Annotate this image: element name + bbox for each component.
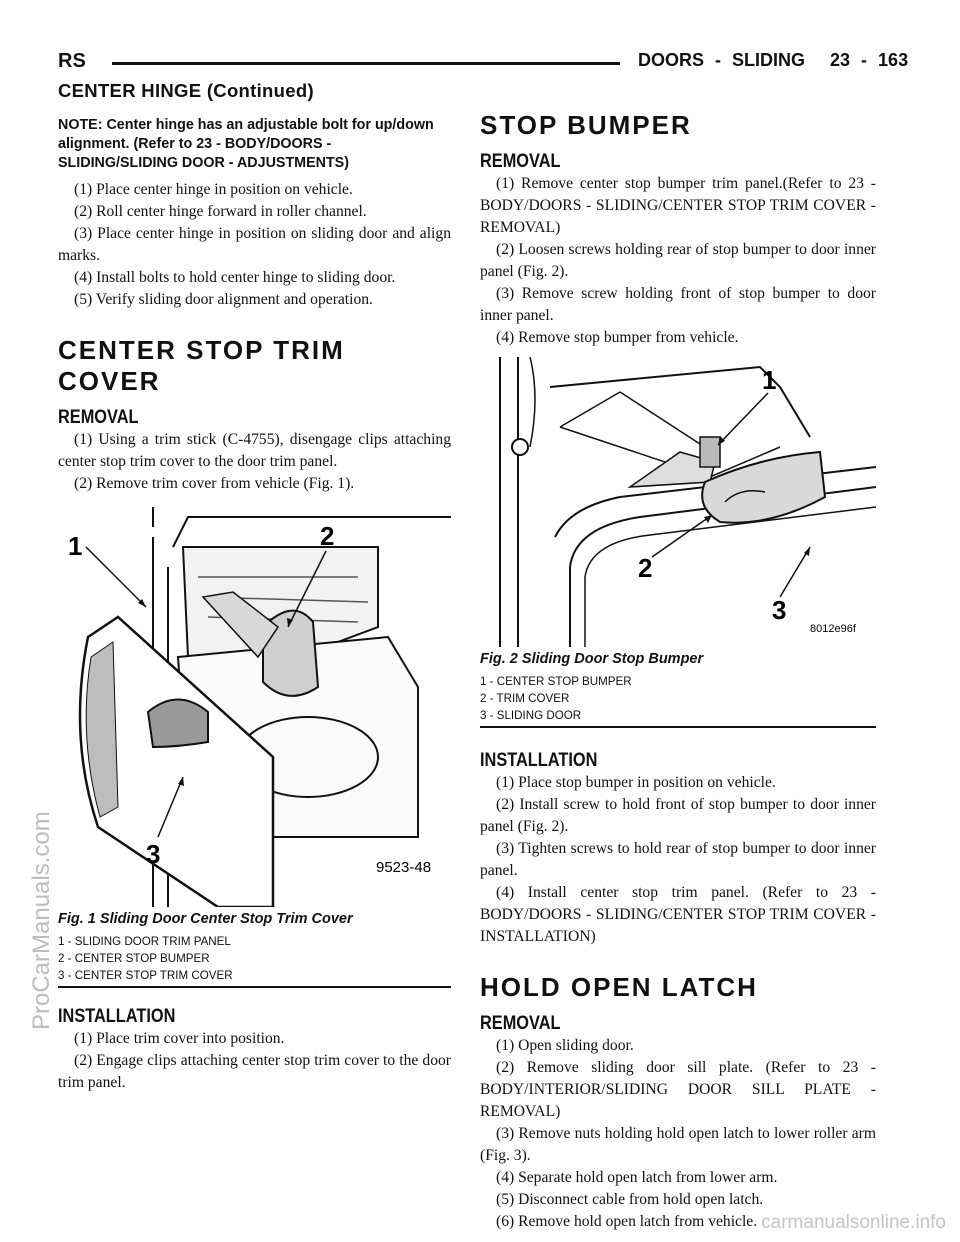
figure-key-item: 1 - SLIDING DOOR TRIM PANEL: [58, 935, 231, 948]
latch-removal-step: (3) Remove nuts holding hold open latch to lower roller arm (Fig. 3).: [480, 1125, 876, 1164]
subheading-installation: INSTALLATION: [480, 750, 598, 771]
figure-rule: [58, 986, 451, 988]
hinge-step: (2) Roll center hinge forward in roller channel.: [74, 203, 367, 220]
hinge-step: (1) Place center hinge in position on vehicle.: [74, 181, 353, 198]
bumper-removal-step: (1) Remove center stop bumper trim panel.(Refer to 23 - BODY/DOORS - SLIDING/CENTER STOP TRIM COVER - REMOVAL): [480, 175, 876, 236]
figure-1: [58, 507, 451, 988]
continued-title: CENTER HINGE (Continued): [58, 80, 314, 101]
section-title-hold-open-latch: HOLD OPEN LATCH: [480, 972, 758, 1002]
figure-key-item: 1 - CENTER STOP BUMPER: [480, 675, 632, 688]
bumper-install-step: (4) Install center stop trim panel. (Refer to 23 - BODY/DOORS - SLIDING/CENTER STOP TRIM COVER - INSTALLATION): [480, 884, 876, 945]
subheading-removal: REMOVAL: [480, 151, 561, 172]
callout-1: 1: [762, 365, 777, 395]
bumper-removal-step: (3) Remove screw holding front of stop bumper to door inner panel.: [480, 285, 876, 324]
bumper-removal-step: (2) Loosen screws holding rear of stop bumper to door inner panel (Fig. 2).: [480, 241, 876, 280]
bumper-install-step: (2) Install screw to hold front of stop bumper to door inner panel (Fig. 2).: [480, 796, 876, 835]
figure-code: 8012e96f: [810, 623, 856, 635]
figure-title: Fig. 1 Sliding Door Center Stop Trim Cover: [58, 911, 353, 927]
section-title-stop-bumper: STOP BUMPER: [480, 110, 692, 140]
header-rule: [112, 62, 620, 65]
subheading-installation: INSTALLATION: [58, 1006, 176, 1027]
figure-title: Fig. 2 Sliding Door Stop Bumper: [480, 651, 704, 667]
trim-install-step: (1) Place trim cover into position.: [74, 1030, 285, 1047]
figure-key-item: 2 - CENTER STOP BUMPER: [58, 952, 210, 965]
page-number: 23 - 163: [830, 50, 909, 70]
trim-install-step: (2) Engage clips attaching center stop trim cover to the door trim panel.: [58, 1052, 451, 1091]
figure-key-item: 3 - CENTER STOP TRIM COVER: [58, 969, 233, 982]
callout-3: 3: [146, 839, 161, 869]
subheading-removal: REMOVAL: [480, 1013, 561, 1034]
footer-watermark: carmanualsonline.info: [761, 1212, 946, 1233]
figure-code: 9523-48: [376, 859, 432, 876]
hinge-step: (5) Verify sliding door alignment and operation.: [74, 291, 373, 308]
figure-2: [480, 357, 876, 728]
latch-removal-step: (6) Remove hold open latch from vehicle.: [496, 1213, 758, 1230]
hinge-step: (3) Place center hinge in position on sliding door and align marks.: [58, 225, 451, 264]
left-column: [58, 112, 451, 1094]
bumper-removal-step: (4) Remove stop bumper from vehicle.: [496, 329, 739, 346]
figure-1-illustration: [58, 507, 451, 907]
figure-rule: [480, 726, 876, 728]
trim-removal-step: (1) Using a trim stick (C-4755), disengage clips attaching center stop trim cover to the door trim panel.: [58, 431, 451, 470]
latch-removal-step: (2) Remove sliding door sill plate. (Refer to 23 - BODY/INTERIOR/SLIDING DOOR SILL PLATE - REMOVAL): [480, 1059, 876, 1120]
side-watermark: [0, 0, 60, 1242]
figure-key-item: 2 - TRIM COVER: [480, 692, 570, 705]
page-header-right: [638, 50, 908, 71]
callout-3: 3: [772, 595, 787, 625]
trim-removal-step: (2) Remove trim cover from vehicle (Fig. 1).: [74, 475, 355, 492]
callout-2: 2: [320, 521, 335, 551]
figure-2-illustration: [480, 357, 876, 647]
section-name: DOORS - SLIDING: [638, 50, 806, 70]
watermark-text: ProCarManuals.com: [28, 811, 55, 1030]
subheading-removal: REMOVAL: [58, 407, 139, 428]
latch-removal-step: (1) Open sliding door.: [496, 1037, 634, 1054]
note: NOTE: Center hinge has an adjustable bolt for up/down alignment. (Refer to 23 - BODY/DOORS - SLIDING/SLIDING DOOR - ADJUSTMENTS): [58, 117, 434, 171]
page-header-left: RS: [58, 50, 86, 72]
latch-removal-step: (5) Disconnect cable from hold open latch.: [496, 1191, 764, 1208]
section-title-center-stop-trim-cover: CENTER STOP TRIM COVER: [58, 335, 345, 396]
hinge-step: (4) Install bolts to hold center hinge to sliding door.: [74, 269, 396, 286]
latch-removal-step: (4) Separate hold open latch from lower arm.: [496, 1169, 778, 1186]
callout-2: 2: [638, 553, 653, 583]
right-column: [480, 110, 876, 1233]
figure-key-item: 3 - SLIDING DOOR: [480, 709, 582, 722]
bumper-install-step: (3) Tighten screws to hold rear of stop bumper to door inner panel.: [480, 840, 876, 879]
callout-1: 1: [68, 531, 83, 561]
bumper-install-step: (1) Place stop bumper in position on vehicle.: [496, 774, 776, 791]
